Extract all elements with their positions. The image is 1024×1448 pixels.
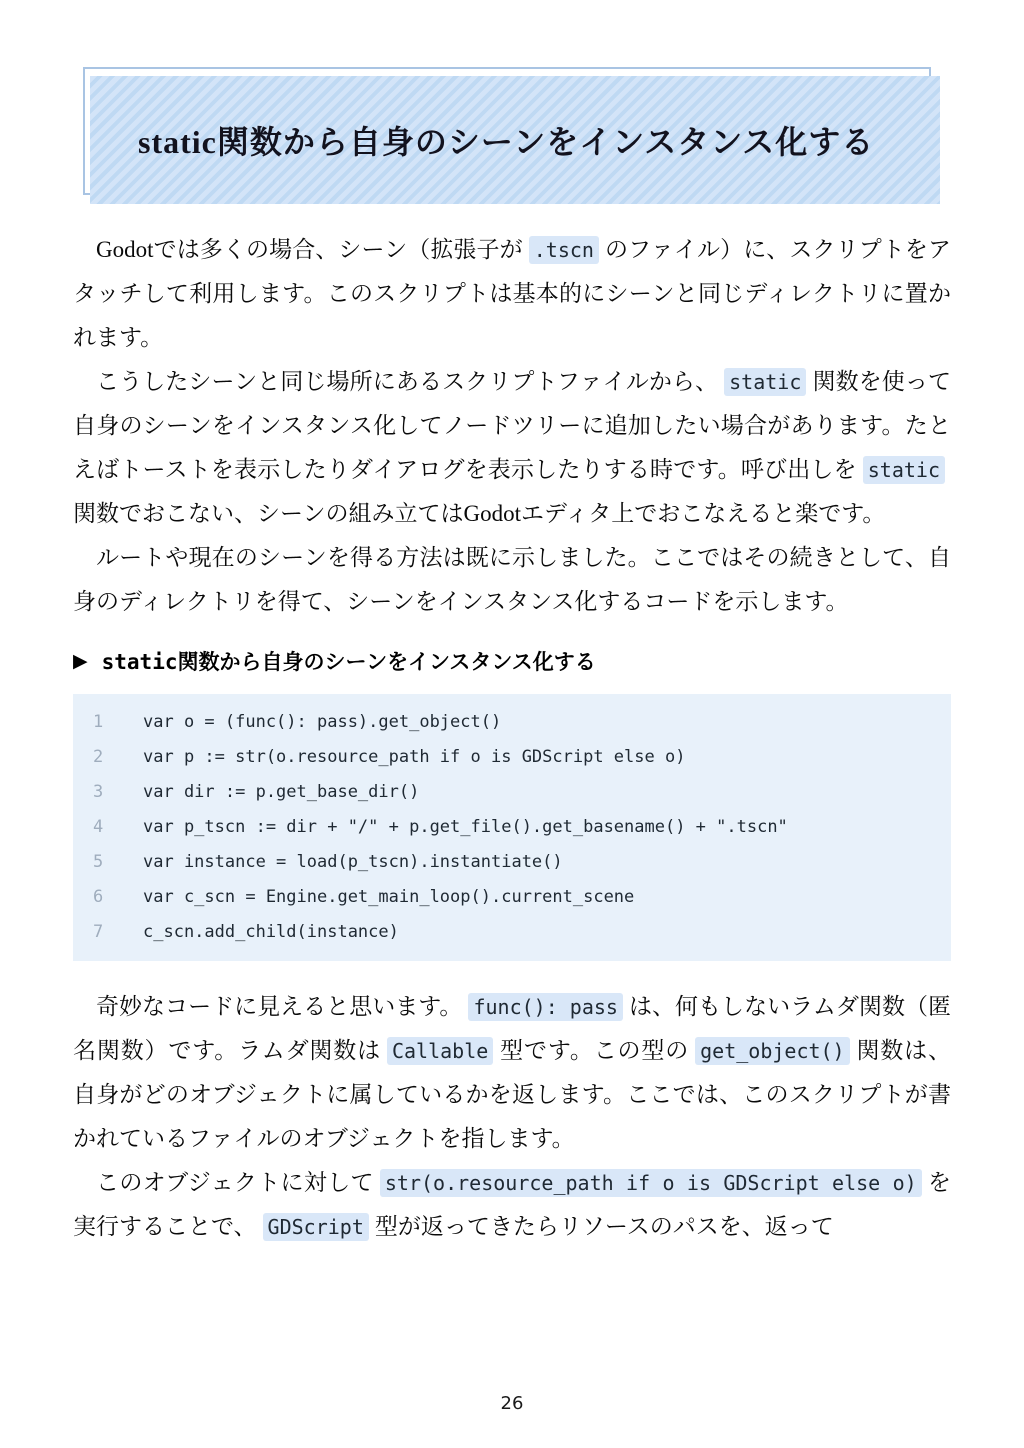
text-run: ルートや現在のシーンを得る方法は既に示しました。ここではその続きとして、自身のディレクトリを得て、シーンをインスタンス化するコードを示します。 — [73, 545, 951, 614]
paragraph — [73, 360, 951, 536]
line-number: 1 — [93, 712, 104, 732]
text-run: 型が返ってきたらリソースのパスを、返って — [374, 1214, 834, 1239]
line-number: 6 — [93, 887, 104, 907]
page-number: 26 — [500, 1393, 524, 1414]
text-run: 関数を使って自身のシーンをインスタンス化してノードツリーに追加したい場合があります。たとえばトーストを表示したりダイアログを表示したりする時です。呼び出しを — [73, 369, 952, 482]
paragraph — [73, 228, 951, 360]
text-run: 関数は、自身がどのオブジェクトに属しているかを返します。ここでは、このスクリプトが書かれているファイルのオブジェクトを指します。 — [73, 1038, 952, 1151]
inline-code: GDScript — [263, 1213, 369, 1241]
text-run: のファイル）に、スクリプトをアタッチして利用します。このスクリプトは基本的にシーンと同じディレクトリに置かれます。 — [73, 237, 951, 350]
code-text: var p := str(o.resource_path if o is GDScript else o) — [143, 747, 686, 767]
text-run: 奇妙なコードに見えると思います。 — [96, 994, 463, 1019]
code-text: var c_scn = Engine.get_main_loop().current_scene — [143, 887, 635, 907]
code-line — [73, 775, 951, 810]
line-number: 7 — [93, 922, 104, 942]
code-line — [73, 880, 951, 915]
text-run: は、何もしないラムダ関数（匿名関数）です。ラムダ関数は — [73, 994, 951, 1063]
inline-code: str(o.resource_path if o is GDScript else o) — [380, 1169, 922, 1197]
code-line — [73, 810, 951, 845]
section-header — [73, 67, 951, 204]
code-text: var instance = load(p_tscn).instantiate() — [143, 852, 563, 872]
line-number: 2 — [93, 747, 104, 767]
page-title: static関数から自身のシーンをインスタンス化する — [138, 124, 875, 160]
text-run: を実行することで、 — [73, 1170, 952, 1239]
text-run: 関数でおこない、シーンの組み立てはGodotエディタ上でおこなえると楽です。 — [73, 501, 886, 526]
line-number: 5 — [93, 852, 104, 872]
text-run: こうしたシーンと同じ場所にあるスクリプトファイルから、 — [96, 369, 719, 394]
inline-code: get_object() — [695, 1037, 850, 1065]
inline-code: static — [724, 368, 806, 396]
code-text: var dir := p.get_base_dir() — [143, 782, 420, 802]
header-striped-box — [90, 76, 940, 204]
code-text: var o = (func(): pass).get_object() — [143, 712, 502, 732]
code-listing-title: static関数から自身のシーンをインスタンス化する — [101, 650, 596, 674]
code-text: var p_tscn := dir + "/" + p.get_file().get_basename() + ".tscn" — [143, 817, 788, 837]
inline-code: func(): pass — [468, 993, 623, 1021]
code-text: c_scn.add_child(instance) — [143, 922, 399, 942]
code-line — [73, 705, 951, 740]
triangle-marker-icon: ▶ — [73, 650, 88, 672]
code-listing — [73, 646, 951, 961]
code-line — [73, 845, 951, 880]
paragraph — [73, 1161, 951, 1249]
inline-code: static — [863, 456, 945, 484]
inline-code: Callable — [387, 1037, 493, 1065]
code-line — [73, 915, 951, 950]
inline-code: .tscn — [529, 236, 599, 264]
text-run: 型です。この型の — [499, 1038, 690, 1063]
paragraph — [73, 985, 951, 1161]
text-run: Godotでは多くの場合、シーン（拡張子が — [96, 237, 523, 262]
line-number: 3 — [93, 782, 104, 802]
line-number: 4 — [93, 817, 104, 837]
explanation-text — [73, 985, 951, 1249]
text-run: このオブジェクトに対して — [96, 1170, 374, 1195]
code-listing-caption — [73, 646, 951, 676]
intro-text — [73, 228, 951, 624]
paragraph — [73, 536, 951, 624]
code-block — [73, 694, 951, 961]
code-line — [73, 740, 951, 775]
